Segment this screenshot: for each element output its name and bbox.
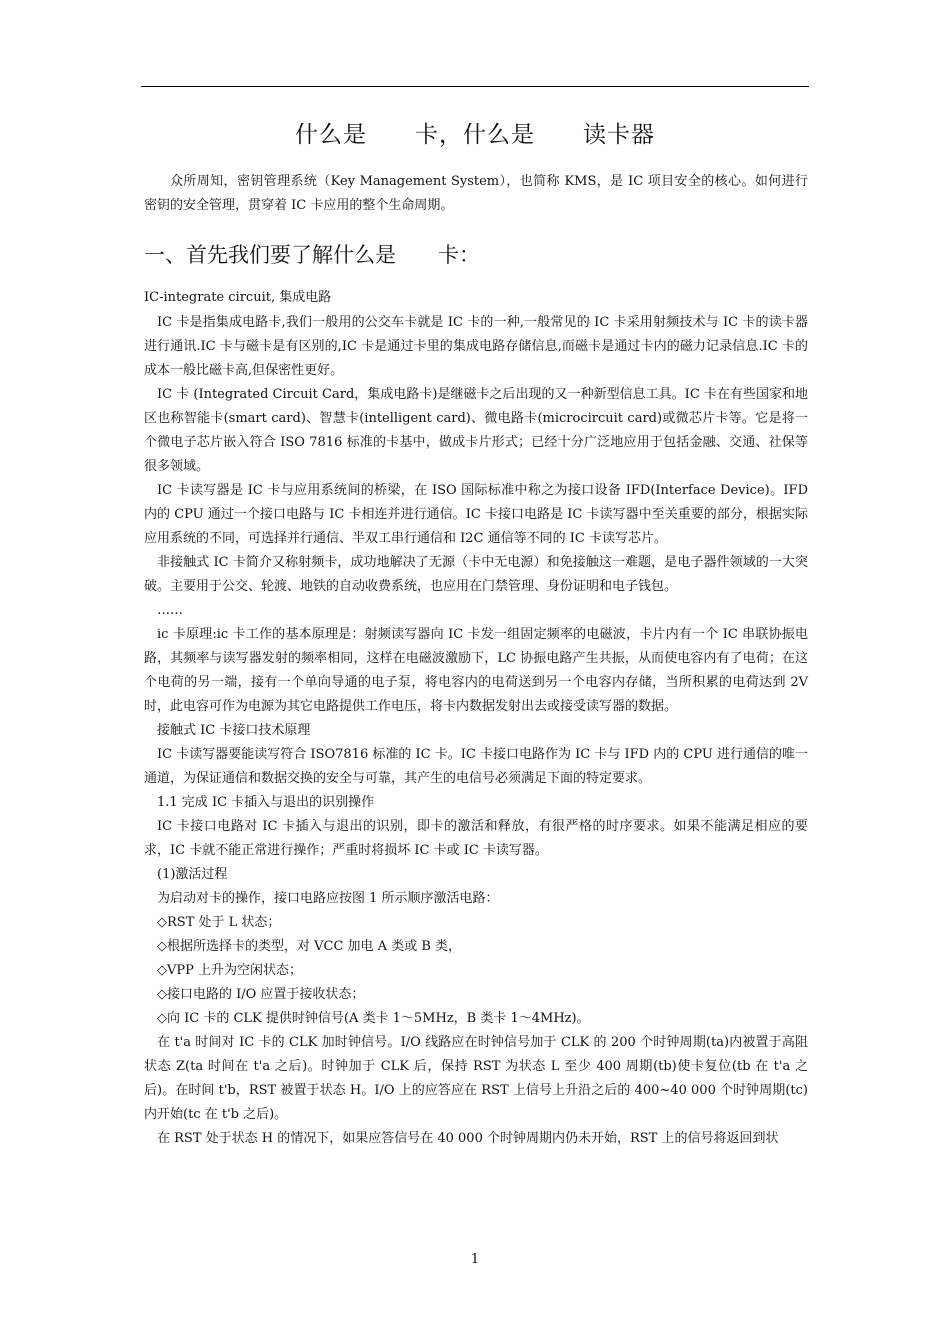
intro-paragraph: 众所周知，密钥管理系统（Key Management System），也简称 KMS，是 IC 项目安全的核心。如何进行 密钥的安全管理，贯穿着 IC 卡应用的整个生命周期。 (144, 174, 808, 213)
paragraph: 非接触式 IC 卡简介又称射频卡，成功地解决了无源（卡中无电源）和免接触这一难题，是电子器件领域的一大突破。主要用于公交、轮渡、地铁的自动收费系统，也应用在门禁管理、身份证明和电子钱包。 (144, 555, 808, 594)
paragraph: IC 卡 (Integrated Circuit Card，集成电路卡)是继磁卡之后出现的又一种新型信息工具。IC 卡在有些国家和地区也称智能卡(smart card)、智慧卡(intelligent card)、微电路卡(microcircuit card)或微芯片卡等。它是将一个微电子芯片嵌入符合 ISO 7816 标准的卡基中，做成卡片形式；已经十分广泛地应用于包括金融、交通、社保等很多领域。 (144, 387, 808, 474)
paragraph: 在 RST 处于状态 H 的情况下，如果应答信号在 40 000 个时钟周期内仍未开始，RST 上的信号将返回到状 (157, 1131, 779, 1146)
list-item: ◇接口电路的 I/O 应置于接收状态； (157, 987, 365, 1002)
paragraph: 在 t'a 时间对 IC 卡的 CLK 加时钟信号。I/O 线路应在时钟信号加于 CLK 的 200 个时钟周期(ta)内被置于高阻状态 Z(ta 时间在 t'a 之后)。时钟加于 CLK 后，保持 RST 为状态 L 至少 400 周期(tb)使卡复位(tb 在 t'a 之后)。在时间 t'b，RST 被置于状态 H。I/O 上的应答应在 RST 上信号上升沿之后的 400~40 000 个时钟周期(tc)内开始(tc 在 t'b 之后)。 (144, 1035, 808, 1122)
list-item: ◇VPP 上升为空闲状态； (157, 963, 303, 978)
header-rule (141, 86, 809, 87)
paragraph: ic 卡原理:ic 卡工作的基本原理是：射频读写器向 IC 卡发一组固定频率的电磁波，卡片内有一个 IC 串联协振电路，其频率与读写器发射的频率相同，这样在电磁波激励下，LC 协振电路产生共振，从而使电容内有了电荷；在这个电荷的另一端，接有一个单向导通的电子泵，将电容内的电荷送到另一个电容内存储，当所积累的电荷达到 2V 时，此电容可作为电源为其它电路提供工作电压，将卡内数据发射出去或接受读写器的数据。 (144, 627, 808, 714)
page-number: 1 (470, 1252, 480, 1267)
document-title: 什么是 卡，什么是 读卡器 (295, 122, 655, 148)
paragraph: IC 卡是指集成电路卡,我们一般用的公交车卡就是 IC 卡的一种,一般常见的 IC 卡采用射频技术与 IC 卡的读卡器进行通讯.IC 卡与磁卡是有区别的,IC 卡是通过卡里的集成电路存储信息,而磁卡是通过卡内的磁力记录信息.IC 卡的成本一般比磁卡高,但保密性更好。 (144, 315, 808, 378)
paragraph: 1.1 完成 IC 卡插入与退出的识别操作 (157, 795, 375, 810)
section-heading: 一、首先我们要了解什么是 卡： (144, 243, 480, 267)
paragraph: (1)激活过程 (157, 867, 228, 882)
paragraph: IC 卡接口电路对 IC 卡插入与退出的识别，即卡的激活和释放，有很严格的时序要求。如果不能满足相应的要求，IC 卡就不能正常进行操作；严重时将损坏 IC 卡或 IC 卡读写器。 (144, 819, 808, 858)
paragraph: IC-integrate circuit, 集成电路 (144, 290, 332, 305)
list-item: ◇RST 处于 L 状态； (157, 915, 281, 930)
list-item: ◇向 IC 卡的 CLK 提供时钟信号(A 类卡 1～5MHz，B 类卡 1～4MHz)。 (157, 1011, 590, 1026)
document-body (144, 170, 808, 1151)
paragraph: 接触式 IC 卡接口技术原理 (157, 723, 311, 738)
list-item: ◇根据所选择卡的类型，对 VCC 加电 A 类或 B 类， (157, 939, 462, 954)
paragraph: 为启动对卡的操作，接口电路应按图 1 所示顺序激活电路： (157, 891, 499, 906)
paragraph: …… (157, 603, 183, 618)
paragraph: IC 卡读写器是 IC 卡与应用系统间的桥梁，在 ISO 国际标准中称之为接口设备 IFD(Interface Device)。IFD 内的 CPU 通过一个接口电路与 IC 卡相连并进行通信。IC 卡接口电路是 IC 卡读写器中至关重要的部分，根据实际应用系统的不同，可选择并行通信、半双工串行通信和 I2C 通信等不同的 IC 卡读写芯片。 (144, 483, 808, 546)
paragraph: IC 卡读写器要能读写符合 ISO7816 标准的 IC 卡。IC 卡接口电路作为 IC 卡与 IFD 内的 CPU 进行通信的唯一通道，为保证通信和数据交换的安全与可靠，其产生的电信号必须满足下面的特定要求。 (144, 747, 808, 786)
